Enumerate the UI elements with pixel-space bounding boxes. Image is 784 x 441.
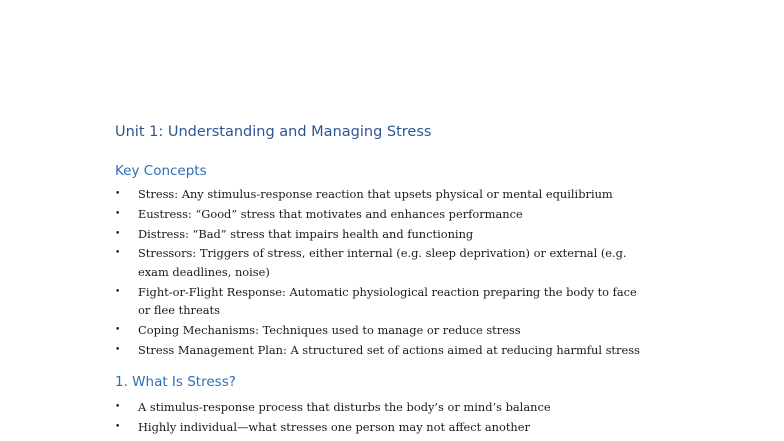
bullet-icon: • (115, 421, 121, 432)
bullet-icon: • (115, 248, 121, 259)
bullet-icon: • (115, 286, 121, 297)
bullet-icon: • (115, 325, 121, 336)
list-item: • Stress: Any stimulus-response reaction that upsets physical or mental equilibrium (115, 185, 675, 204)
list-item: • A stimulus-response process that disturbs the body’s or mind’s balance (115, 398, 675, 417)
list-item: • Highly individual—what stresses one person may not affect another (115, 418, 675, 437)
list-item: • Stress Management Plan: A structured set of actions aimed at reducing harmful stress (115, 341, 675, 360)
section-heading-key-concepts: Key Concepts (115, 163, 207, 179)
bullet-icon: • (115, 208, 121, 219)
unit-title: Unit 1: Understanding and Managing Stress (115, 124, 432, 140)
list-item: • Distress: “Bad” stress that impairs health and functioning (115, 225, 675, 244)
bullet-icon: • (115, 402, 121, 412)
bullet-icon: • (115, 344, 121, 355)
list-item: • Coping Mechanisms: Techniques used to manage or reduce stress (115, 321, 675, 340)
list-item: • Eustress: “Good” stress that motivates and enhances performance (115, 205, 675, 224)
key-concepts-list (115, 185, 675, 361)
section-heading-what-is-stress: 1. What Is Stress? (115, 374, 236, 390)
bullet-icon: • (115, 228, 121, 239)
bullet-icon: • (115, 189, 121, 199)
list-item: • Stressors: Triggers of stress, either internal (e.g. sleep deprivation) or external (e.g. exam deadlines, noise) (115, 246, 627, 279)
list-item: • Fight-or-Flight Response: Automatic physiological reaction preparing the body to face or flee threats (115, 284, 637, 318)
what-is-stress-list (115, 398, 675, 438)
